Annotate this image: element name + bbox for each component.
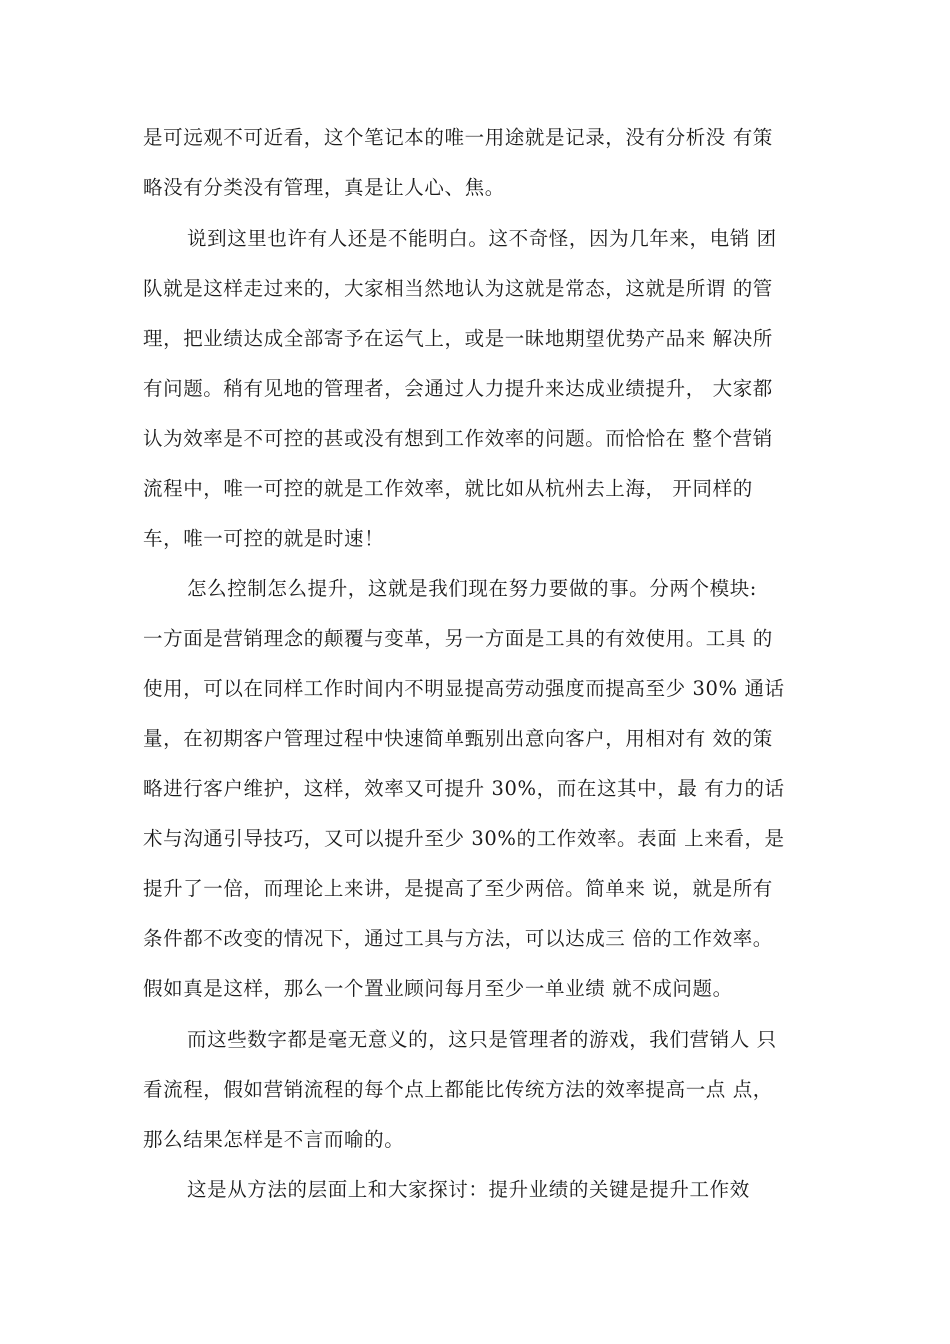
paragraph-2-line-6: 流程中，唯一可控的就是工作效率，就比如从杭州去上海， 开同样的 — [143, 477, 753, 500]
paragraph-4-line-2: 看流程，假如营销流程的每个点上都能比传统方法的效率提高一点 点， — [143, 1078, 773, 1101]
paragraph-2-line-1: 说到这里也许有人还是不能明白。这不奇怪，因为几年来，电销 团 — [187, 227, 777, 250]
paragraph-2-line-5: 认为效率是不可控的甚或没有想到工作效率的问题。而恰恰在 整个营销 — [143, 427, 773, 450]
paragraph-3-line-7: 提升了一倍，而理论上来讲，是提高了至少两倍。简单来 说，就是所有 — [143, 877, 773, 900]
paragraph-2-line-7: 车，唯一可控的就是时速！ — [143, 527, 385, 550]
paragraph-2-line-3: 理，把业绩达成全部寄予在运气上，或是一昧地期望优势产品来 解决所 — [143, 327, 773, 350]
paragraph-3-line-5: 略进行客户维护，这样，效率又可提升 30%，而在这其中，最 有力的话 — [143, 777, 785, 800]
paragraph-3-line-3: 使用，可以在同样工作时间内不明显提高劳动强度而提高至少 30% 通话 — [143, 677, 785, 700]
paragraph-3-line-9: 假如真是这样，那么一个置业顾问每月至少一单业绩 就不成问题。 — [143, 977, 733, 1000]
paragraph-5-line-1: 这是从方法的层面上和大家探讨：提升业绩的关键是提升工作效 — [187, 1178, 750, 1201]
paragraph-3-line-8: 条件都不改变的情况下，通过工具与方法，可以达成三 倍的工作效率。 — [143, 927, 773, 950]
paragraph-2-line-2: 队就是这样走过来的，大家相当然地认为这就是常态，这就是所谓 的管 — [143, 277, 773, 300]
paragraph-3-line-6: 术与沟通引导技巧，又可以提升至少 30%的工作效率。表面 上来看，是 — [143, 827, 785, 850]
paragraph-4-line-3: 那么结果怎样是不言而喻的。 — [143, 1128, 405, 1151]
paragraph-3-line-4: 量，在初期客户管理过程中快速简单甄别出意向客户，用相对有 效的策 — [143, 727, 773, 750]
paragraph-1-line-1: 是可远观不可近看，这个笔记本的唯一用途就是记录，没有分析没 有策 — [143, 126, 773, 149]
paragraph-2-line-4: 有问题。稍有见地的管理者，会通过人力提升来达成业绩提升， 大家都 — [143, 377, 773, 400]
paragraph-1-line-2: 略没有分类没有管理，真是让人心、焦。 — [143, 176, 505, 199]
paragraph-3-line-2: 一方面是营销理念的颠覆与变革，另一方面是工具的有效使用。工具 的 — [143, 627, 773, 650]
paragraph-4-line-1: 而这些数字都是毫无意义的，这只是管理者的游戏，我们营销人 只 — [187, 1028, 777, 1051]
paragraph-3-line-1: 怎么控制怎么提升，这就是我们现在努力要做的事。分两个模块: — [187, 577, 757, 600]
